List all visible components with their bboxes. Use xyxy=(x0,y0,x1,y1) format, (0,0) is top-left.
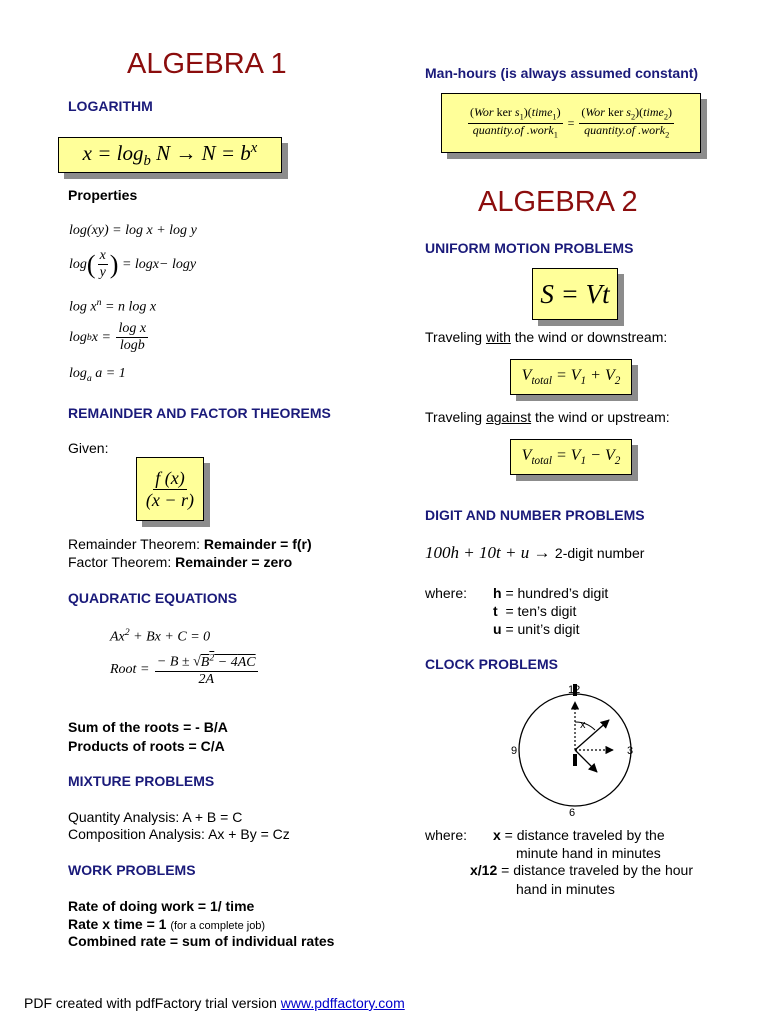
quantity-analysis: Quantity Analysis: A + B = C xyxy=(68,809,243,825)
log-property-power: $\log x^n = n$ log x xyxy=(69,297,157,315)
combined-rate: Combined rate = sum of individual rates xyxy=(68,933,335,949)
properties-label: Properties xyxy=(68,187,138,203)
algebra2-title: ALGEBRA 2 xyxy=(478,186,638,218)
log-definition-box xyxy=(58,137,282,173)
clock-heading: CLOCK PROBLEMS xyxy=(425,656,558,672)
footer-link[interactable]: www.pdffactory.com xyxy=(280,995,405,1011)
vtotal-with-formula: $V_{total} = V_1 + V_2$ xyxy=(521,366,621,388)
quadratic-root-formula: Root = $\frac{- B \pm √B^2 - 4AC}{2A}$ xyxy=(110,652,256,687)
clock-hour-hand xyxy=(575,750,597,772)
clock-label-12: 12 xyxy=(568,684,581,696)
sum-of-roots: Sum of the roots = - B/A xyxy=(68,719,228,735)
digit-def-u: u = unit’s digit xyxy=(493,621,580,637)
factor-theorem: Factor Theorem: Remainder = zero xyxy=(68,554,293,570)
digit-def-t: t = ten’s digit xyxy=(493,603,577,619)
vtotal-against-formula: $V_{total} = V_1 - V_2$ xyxy=(521,446,621,468)
uniform-heading: UNIFORM MOTION PROBLEMS xyxy=(425,240,634,256)
svt-formula: S = Vt xyxy=(540,278,610,309)
log-property-change-base: log b x = $\frac{\text{log x}}{\log b}$ xyxy=(69,321,147,354)
product-of-roots: Products of roots = C/A xyxy=(68,738,225,754)
remainder-theorem: Remainder Theorem: Remainder = f(r) xyxy=(68,536,312,552)
remainder-fraction-box xyxy=(136,457,204,521)
clock-label-9: 9 xyxy=(511,745,518,757)
digit-expression: 100h + 10t + u → 2-digit number xyxy=(425,543,645,562)
manhours-formula-box xyxy=(441,93,701,153)
remainder-fraction: $\frac{f (x)}{(x - r)}$ xyxy=(145,467,195,510)
clock-def-x-line2: minute hand in minutes xyxy=(516,845,661,861)
clock-def-x: x = distance traveled by the xyxy=(493,827,665,843)
rate-of-work: Rate of doing work = 1/ time xyxy=(68,898,255,914)
manhours-formula: $\frac{(Wor ker s_1)(time_1)}{quantity.of .work_1}$ = $\frac{(Wor ker s_2)(time_2)}{quantity.of .work_2}$ xyxy=(469,105,673,139)
clock-diagram xyxy=(505,680,645,820)
clock-label-6: 6 xyxy=(569,807,576,819)
clock-where-label: where: xyxy=(425,827,468,843)
algebra1-title: ALGEBRA 1 xyxy=(127,48,287,80)
log-property-product: log(xy) = log x + log y xyxy=(69,223,197,238)
log-definition: $x = \log_b N \to N = b^x$ xyxy=(82,139,258,170)
clock-label-3: 3 xyxy=(627,745,634,757)
digit-heading: DIGIT AND NUMBER PROBLEMS xyxy=(425,507,645,523)
digit-where-label: where: xyxy=(425,585,468,601)
remainder-heading: REMAINDER AND FACTOR THEOREMS xyxy=(68,405,331,421)
traveling-against-text: Traveling against the wind or upstream: xyxy=(425,409,670,425)
clock-def-x12-line2: hand in minutes xyxy=(516,881,615,897)
footer xyxy=(24,995,405,1011)
clock-tick-6 xyxy=(573,754,577,766)
svt-formula-box xyxy=(532,268,618,320)
vtotal-against-box xyxy=(510,439,632,475)
given-label: Given: xyxy=(68,440,109,456)
clock-def-x12: x/12 = distance traveled by the hour xyxy=(470,862,693,878)
digit-def-h: h = hundred’s digit xyxy=(493,585,609,601)
mixture-heading: MIXTURE PROBLEMS xyxy=(68,773,215,789)
vtotal-with-box xyxy=(510,359,632,395)
log-property-identity: $\log_a a = 1$ xyxy=(69,366,126,384)
quadratic-equation: $Ax^2 + Bx + C = 0$ xyxy=(110,627,211,645)
footer-text: PDF created with pdfFactory trial version xyxy=(24,995,281,1011)
clock-label-x: x xyxy=(580,719,586,731)
work-heading: WORK PROBLEMS xyxy=(68,862,196,878)
logarithm-heading: LOGARITHM xyxy=(68,98,153,114)
composition-analysis: Composition Analysis: Ax + By = Cz xyxy=(68,826,290,842)
rate-time: Rate x time = 1 (for a complete job) xyxy=(68,916,266,932)
log-property-quotient: log ( $\frac{x}{y}$ ) = log x − log y xyxy=(69,248,197,281)
manhours-heading: Man-hours (is always assumed constant) xyxy=(425,65,699,81)
quadratic-heading: QUADRATIC EQUATIONS xyxy=(68,590,238,606)
traveling-with-text: Traveling with the wind or downstream: xyxy=(425,329,668,345)
